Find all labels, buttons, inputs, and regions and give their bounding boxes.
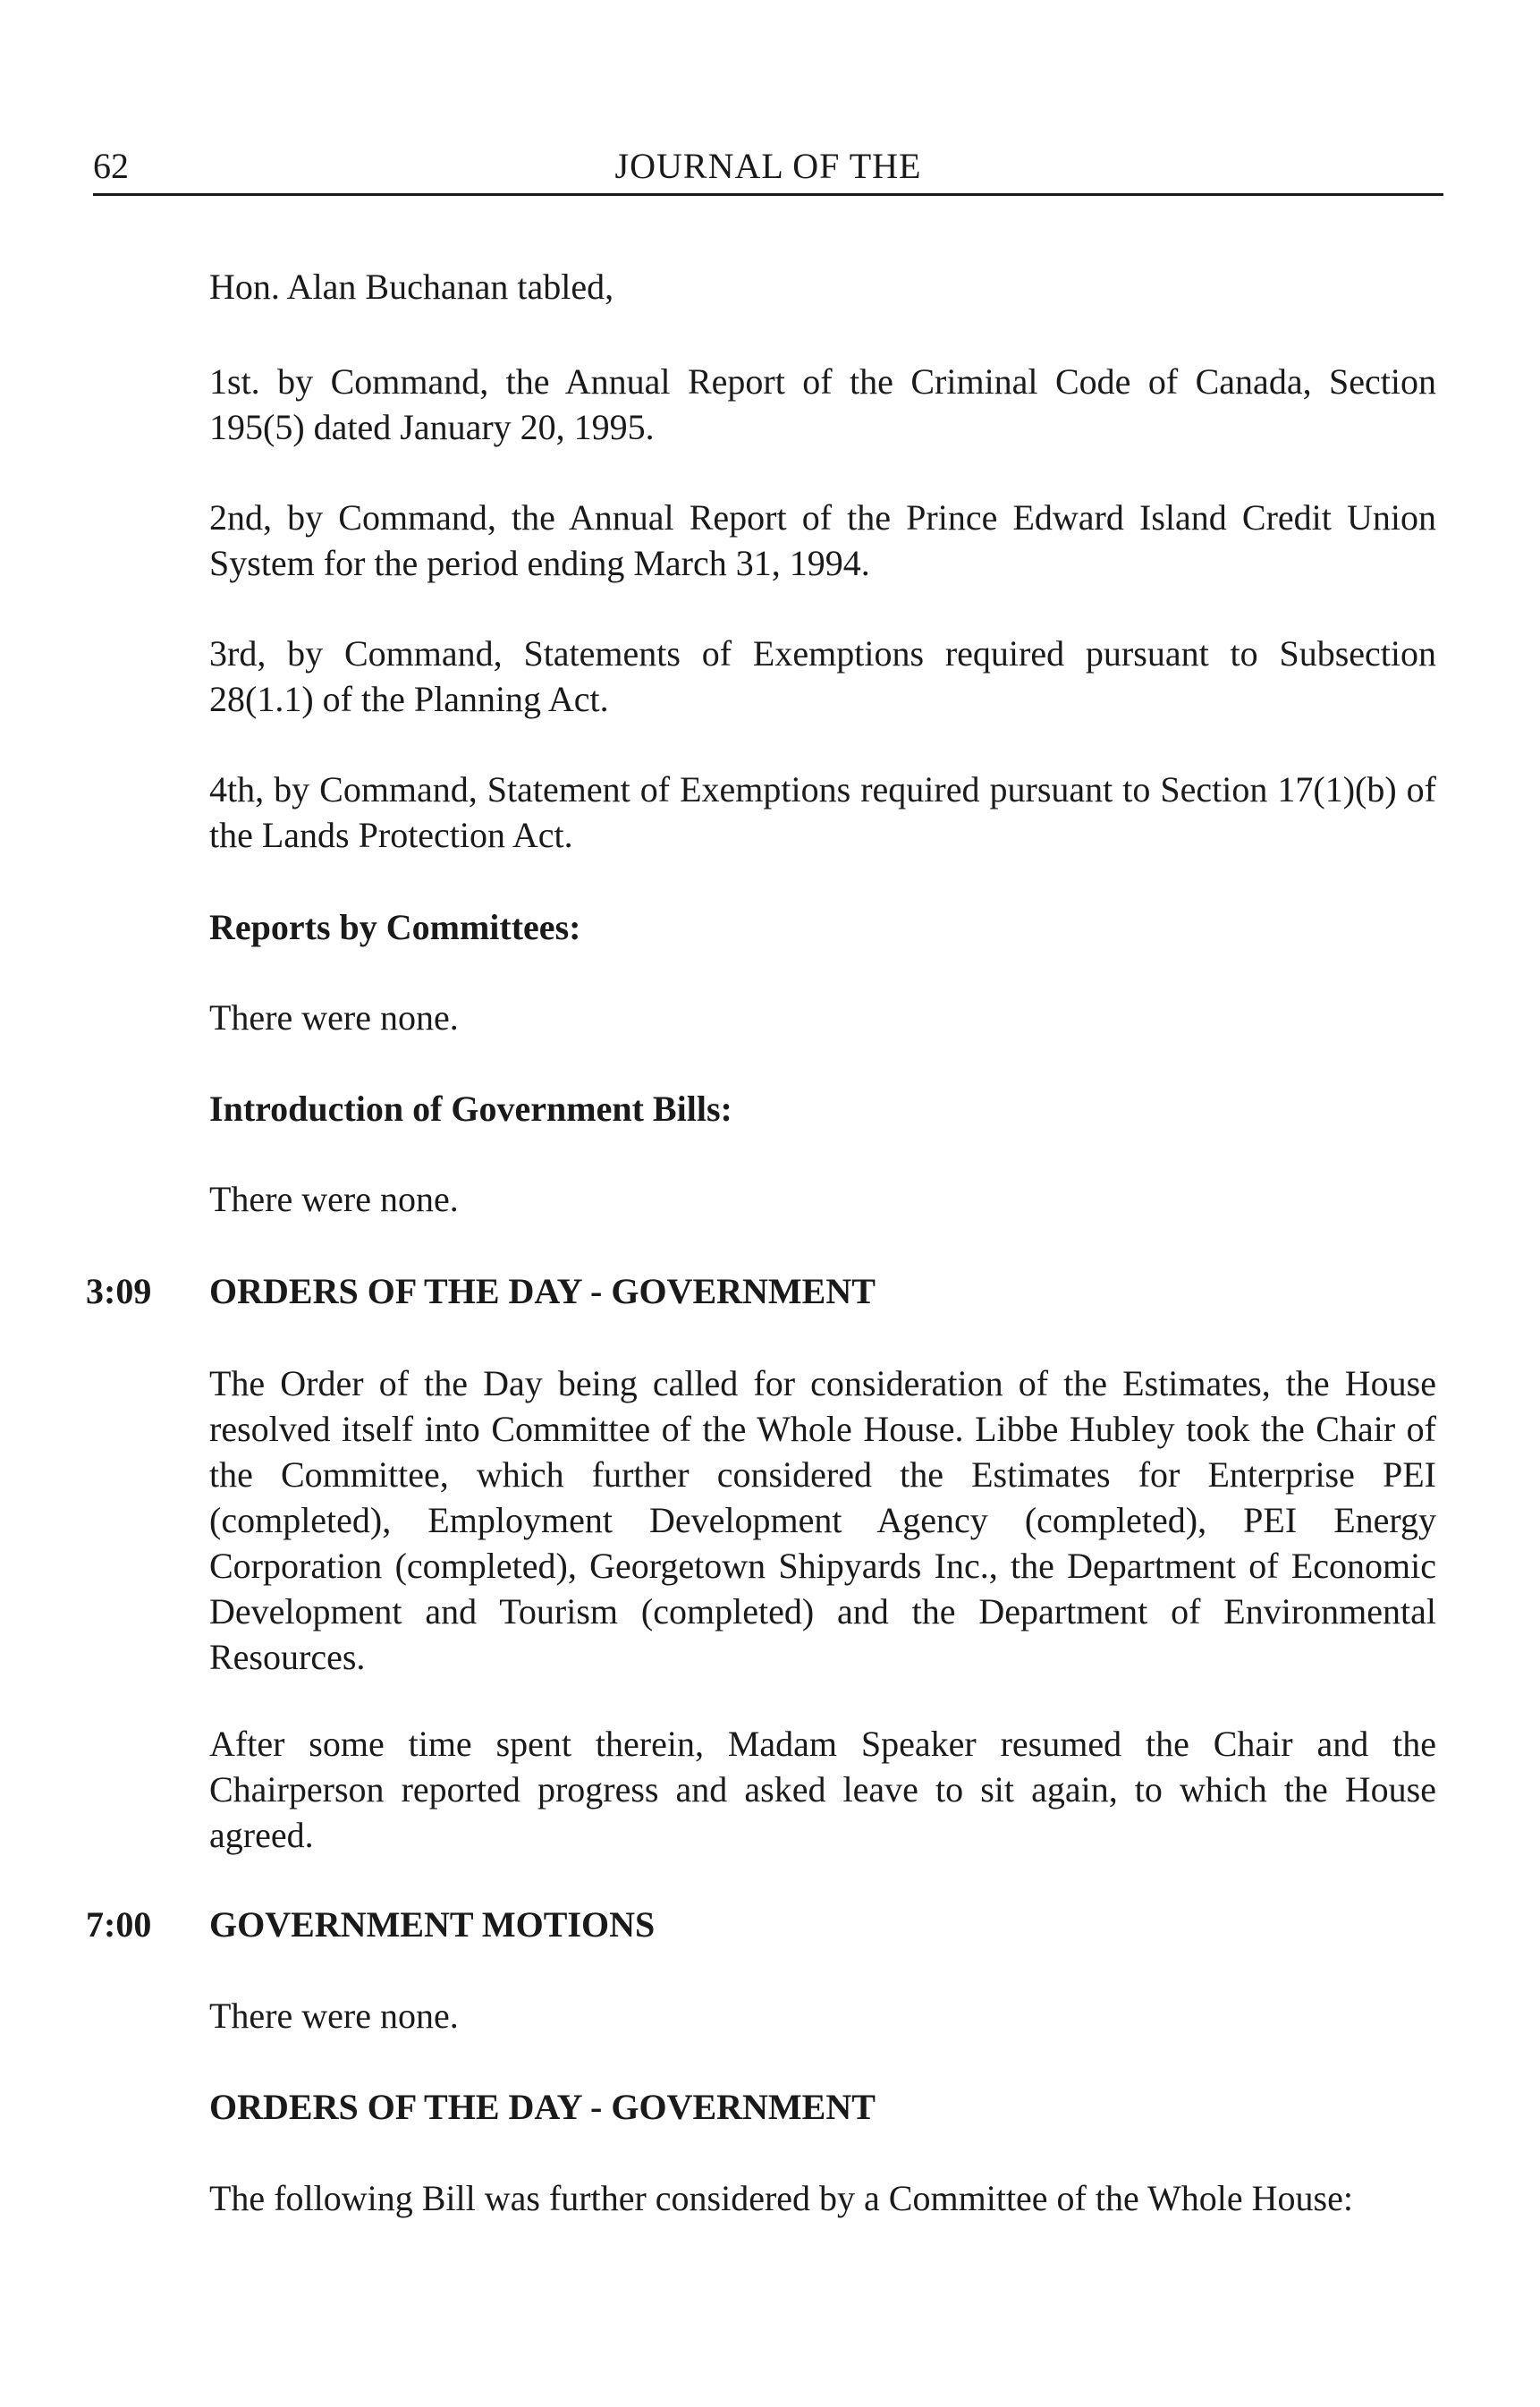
tabled-intro: Hon. Alan Buchanan tabled,: [209, 267, 614, 307]
tabled-item-3: 3rd, by Command, Statements of Exemptions required pursuant to Subsection 28(1.1) of the Planning Act.: [209, 633, 1436, 719]
page-number: 62: [93, 146, 129, 186]
time-stamp-motions: 7:00: [86, 1904, 152, 1945]
bills-text: There were none.: [209, 1179, 459, 1219]
reports-heading: Reports by Committees:: [209, 907, 581, 947]
orders-heading: ORDERS OF THE DAY - GOVERNMENT: [209, 1271, 876, 1311]
orders-text-2: The following Bill was further considered by a Committee of the Whole House:: [209, 2178, 1353, 2218]
tabled-item-1: 1st. by Command, the Annual Report of the Criminal Code of Canada, Section 195(5) dated January 20, 1995.: [209, 361, 1436, 447]
tabled-item-2: 2nd, by Command, the Annual Report of the Prince Edward Island Credit Union System for the period ending March 31, 1994.: [209, 497, 1436, 583]
motions-heading: GOVERNMENT MOTIONS: [209, 1904, 656, 1945]
running-head: JOURNAL OF THE: [614, 146, 922, 186]
time-stamp-orders: 3:09: [86, 1271, 152, 1311]
orders-heading-2: ORDERS OF THE DAY - GOVERNMENT: [209, 2087, 876, 2127]
orders-paragraph-2: After some time spent therein, Madam Speaker resumed the Chair and the Chairperson reported progress and asked leave to sit again, to which the House agreed.: [209, 1724, 1436, 1855]
motions-text: There were none.: [209, 1996, 459, 2036]
page-header: [93, 143, 1443, 196]
orders-paragraph-1: The Order of the Day being called for consideration of the Estimates, the House resolved itself into Committee of the Whole House. Libbe Hubley took the Chair of the Committee, which further considered the Estimates for Enterprise PEI (completed), Employment Development Agency (completed), PEI Energy Corporation (completed), Georgetown Shipyards Inc., the Department of Economic Development and Tourism (completed) and the Department of Environmental Resources.: [209, 1363, 1436, 1677]
reports-text: There were none.: [209, 997, 459, 1038]
tabled-item-4: 4th, by Command, Statement of Exemptions required pursuant to Section 17(1)(b) of the Lands Protection Act.: [209, 769, 1436, 855]
bills-heading: Introduction of Government Bills:: [209, 1089, 732, 1129]
